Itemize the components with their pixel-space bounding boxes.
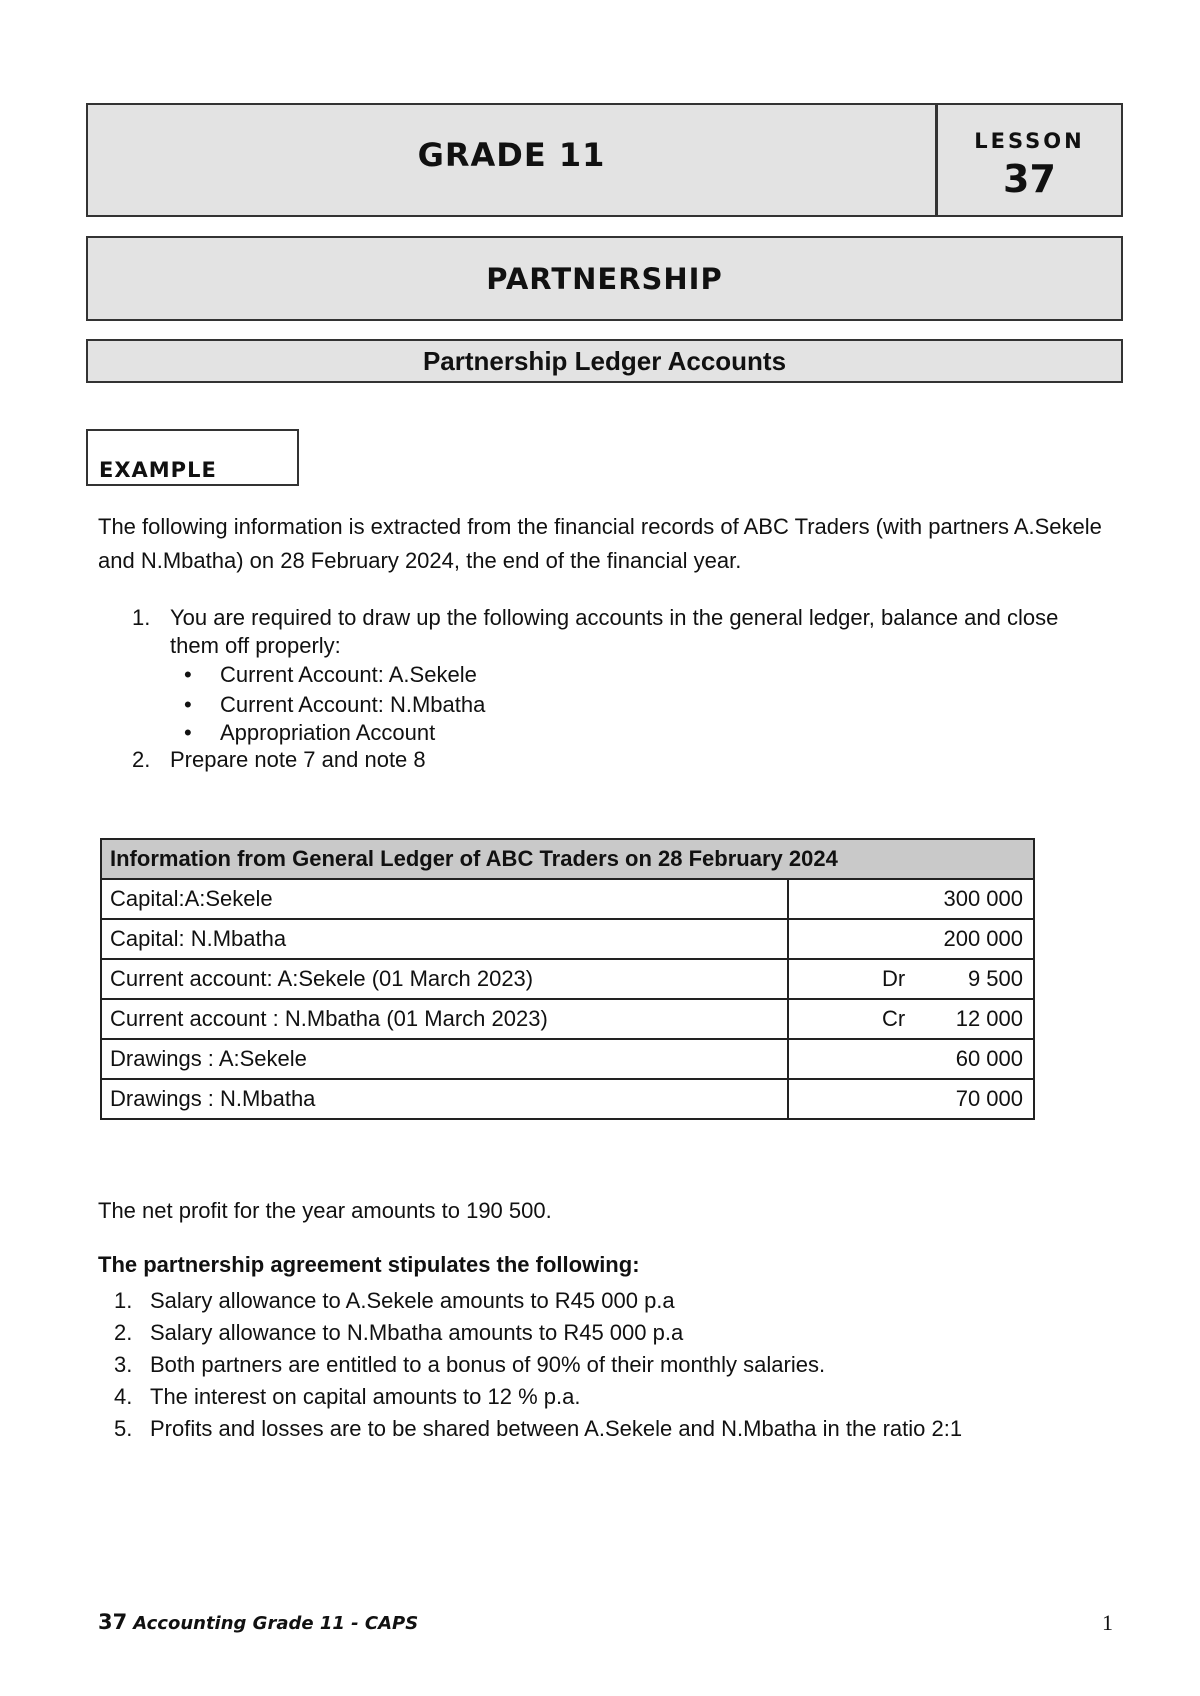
requirements-list bbox=[98, 604, 1108, 774]
bullet-icon: • bbox=[184, 662, 192, 687]
list-number: 4. bbox=[114, 1384, 133, 1409]
footer-lesson-number: 37 bbox=[98, 1610, 128, 1634]
table-heading: Information from General Ledger of ABC Traders on 28 February 2024 bbox=[101, 839, 1034, 879]
net-profit-text: The net profit for the year amounts to 190 500. bbox=[98, 1198, 552, 1223]
table-row bbox=[101, 1039, 1034, 1079]
row-value: 60 000 bbox=[955, 1046, 1023, 1071]
subtopic-title: Partnership Ledger Accounts bbox=[422, 345, 787, 376]
list-number: 1. bbox=[114, 1288, 133, 1313]
row-value: 12 000 bbox=[955, 1006, 1023, 1031]
list-number: 2. bbox=[114, 1320, 133, 1345]
accounts-list bbox=[170, 660, 1108, 746]
grade-title: GRADE 11 bbox=[417, 136, 606, 174]
example-label: EXAMPLE bbox=[99, 458, 217, 482]
list-item bbox=[98, 746, 1108, 774]
row-dc bbox=[797, 886, 882, 912]
row-label: Current account : N.Mbatha (01 March 2023) bbox=[101, 999, 788, 1039]
lesson-number: 37 bbox=[1003, 157, 1056, 201]
requirement-text: You are required to draw up the following accounts in the general ledger, balance and close them off properly: bbox=[170, 605, 1059, 658]
footer-course: Accounting Grade 11 - CAPS bbox=[133, 1613, 419, 1634]
requirement-text: Prepare note 7 and note 8 bbox=[170, 747, 426, 772]
topic-title: PARTNERSHIP bbox=[486, 261, 723, 296]
table-row bbox=[101, 959, 1034, 999]
table-header-row bbox=[101, 839, 1034, 879]
list-item: 5. Profits and losses are to be shared between A.Sekele and N.Mbatha in the ratio 2:1 bbox=[98, 1413, 1118, 1445]
row-dc bbox=[797, 926, 882, 952]
list-number: 2. bbox=[132, 747, 151, 772]
table-row bbox=[101, 879, 1034, 919]
lesson-header bbox=[936, 103, 1123, 217]
lesson-label: LESSON bbox=[974, 129, 1085, 153]
bullet-icon: • bbox=[184, 720, 192, 745]
list-item: 3. Both partners are entitled to a bonus of 90% of their monthly salaries. bbox=[98, 1349, 1118, 1381]
row-label: Capital:A:Sekele bbox=[101, 879, 788, 919]
row-value: 70 000 bbox=[955, 1086, 1023, 1111]
row-label: Drawings : A:Sekele bbox=[101, 1039, 788, 1079]
row-value: 200 000 bbox=[943, 926, 1023, 951]
row-dc: Cr bbox=[882, 1006, 906, 1031]
table-row bbox=[101, 919, 1034, 959]
row-value: 300 000 bbox=[943, 886, 1023, 911]
list-item: 1. Salary allowance to A.Sekele amounts to R45 000 p.a bbox=[98, 1285, 1118, 1317]
grade-header bbox=[86, 103, 937, 217]
row-label: Capital: N.Mbatha bbox=[101, 919, 788, 959]
agreement-heading: The partnership agreement stipulates the following: bbox=[98, 1252, 640, 1277]
row-dc bbox=[797, 1086, 882, 1112]
topic-banner bbox=[86, 236, 1123, 321]
list-item: • Appropriation Account bbox=[184, 720, 436, 745]
list-item: • Current Account: N.Mbatha bbox=[170, 690, 1108, 720]
intro-paragraph: The following information is extracted from the financial records of ABC Traders (with partners A.Sekele and N.Mbatha) on 28 February 2024, the end of the financial year. bbox=[98, 514, 1102, 573]
list-item: 4. The interest on capital amounts to 12 % p.a. bbox=[98, 1381, 1118, 1413]
list-number: 3. bbox=[114, 1352, 133, 1377]
row-dc bbox=[797, 1046, 882, 1072]
list-item: • Current Account: A.Sekele bbox=[170, 660, 1108, 690]
list-item: 2. Salary allowance to N.Mbatha amounts to R45 000 p.a bbox=[98, 1317, 1118, 1349]
subtopic-banner bbox=[86, 339, 1123, 383]
agreement-list bbox=[98, 1285, 1118, 1445]
table-row bbox=[101, 1079, 1034, 1119]
row-label: Drawings : N.Mbatha bbox=[101, 1079, 788, 1119]
bullet-icon: • bbox=[184, 692, 192, 717]
page-footer bbox=[98, 1610, 1113, 1635]
page-number: 1 bbox=[1102, 1610, 1113, 1635]
example-box bbox=[86, 429, 299, 486]
row-dc: Dr bbox=[882, 966, 906, 991]
table-row bbox=[101, 999, 1034, 1039]
list-item bbox=[98, 604, 1108, 746]
row-label: Current account: A:Sekele (01 March 2023) bbox=[101, 959, 788, 999]
list-number: 5. bbox=[114, 1416, 133, 1441]
list-number: 1. bbox=[132, 605, 151, 630]
ledger-info-table bbox=[100, 838, 1035, 1120]
row-value: 9 500 bbox=[967, 966, 1023, 991]
